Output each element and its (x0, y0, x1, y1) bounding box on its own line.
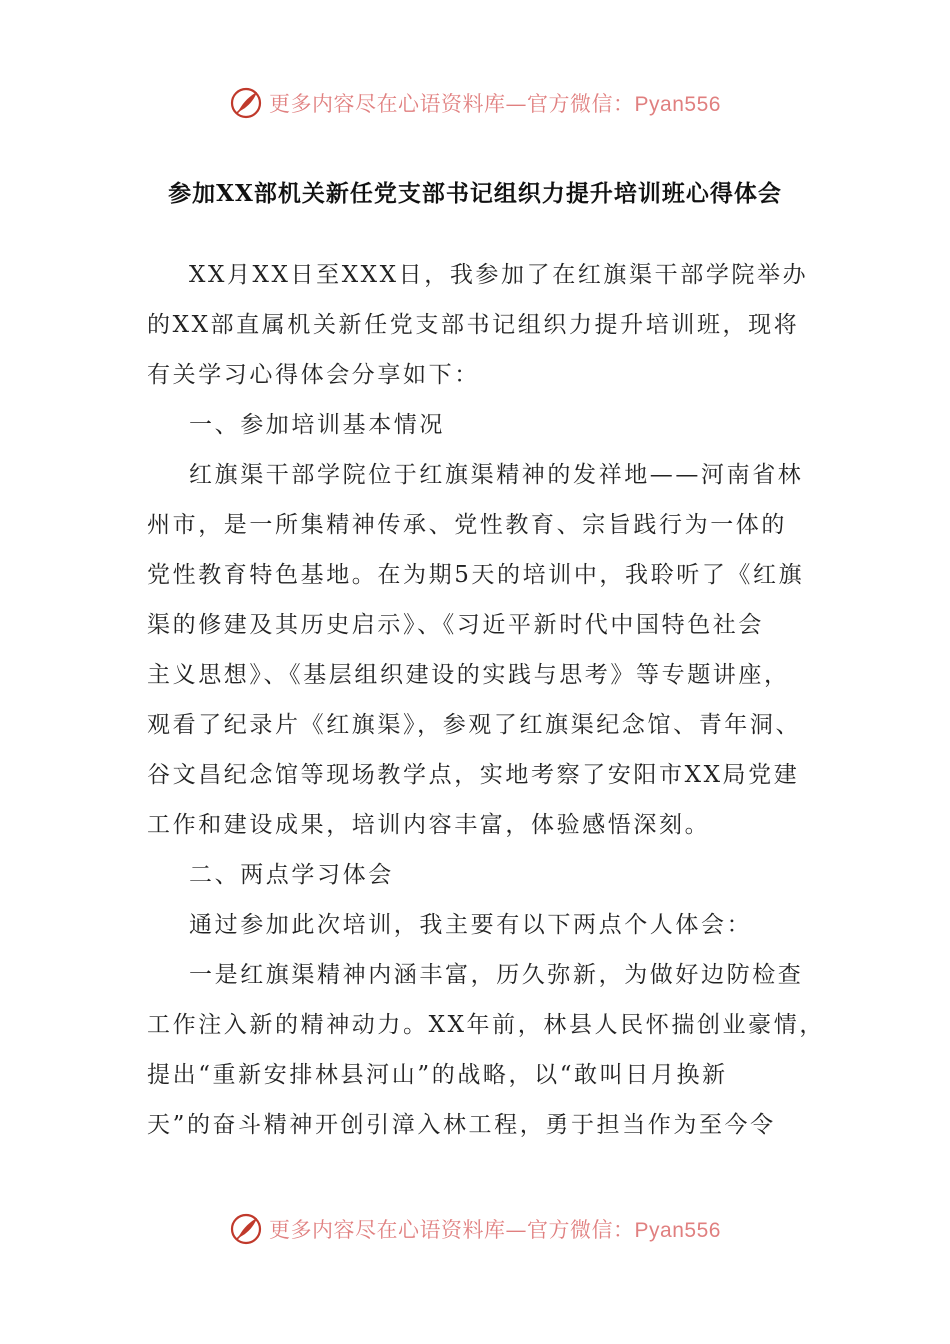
wechat-id: Pyan556 (634, 1219, 721, 1242)
quill-pen-icon (229, 1212, 263, 1246)
paragraph-line: 通过参加此次培训，我主要有以下两点个人体会： (189, 912, 753, 938)
section-heading: 二、两点学习体会 (189, 862, 394, 888)
paragraph-line: 有关学习心得体会分享如下： (147, 362, 480, 388)
paragraph-line: 观看了纪录片《红旗渠》，参观了红旗渠纪念馆、青年洞、 (147, 712, 802, 738)
header-banner-text: 更多内容尽在心语资料库—官方微信：Pyan556 (269, 92, 721, 116)
paragraph-line: 一是红旗渠精神内涵丰富，历久弥新，为做好边防检查 (189, 962, 804, 988)
paragraph-line: XX月XX日至XXX日，我参加了在红旗渠干部学院举办 (189, 262, 809, 288)
paragraph-line: 谷文昌纪念馆等现场教学点，实地考察了安阳市XX局党建 (147, 762, 800, 788)
paragraph-line: 党性教育特色基地。在为期5天的培训中，我聆听了《红旗 (147, 562, 805, 588)
wechat-id: Pyan556 (634, 93, 721, 116)
paragraph-line: 渠的修建及其历史启示》、《习近平新时代中国特色社会 (147, 612, 764, 638)
paragraph-line: 提出“重新安排林县河山”的战略，以“敢叫日月换新 (147, 1062, 728, 1088)
section-heading: 一、参加培训基本情况 (189, 412, 445, 438)
quill-pen-icon (229, 86, 263, 120)
paragraph-line: 州市，是一所集精神传承、党性教育、宗旨践行为一体的 (147, 512, 787, 538)
footer-banner-text: 更多内容尽在心语资料库—官方微信：Pyan556 (269, 1218, 721, 1242)
paragraph-line: 红旗渠干部学院位于红旗渠精神的发祥地——河南省林 (189, 462, 804, 488)
document-body (147, 250, 825, 1150)
paragraph-line: 工作和建设成果，培训内容丰富，体验感悟深刻。 (147, 812, 711, 838)
header-banner (0, 83, 950, 123)
paragraph-line: 的XX部直属机关新任党支部书记组织力提升培训班，现将 (147, 312, 800, 338)
document-title: 参加XX部机关新任党支部书记组织力提升培训班心得体会 (168, 180, 782, 207)
footer-banner (0, 1209, 950, 1249)
paragraph-line: 主义思想》、《基层组织建设的实践与思考》等专题讲座， (147, 662, 790, 688)
paragraph-line: 工作注入新的精神动力。XX年前，林县人民怀揣创业豪情， (147, 1012, 825, 1038)
paragraph-line: 天”的奋斗精神开创引漳入林工程，勇于担当作为至今令 (147, 1112, 776, 1138)
